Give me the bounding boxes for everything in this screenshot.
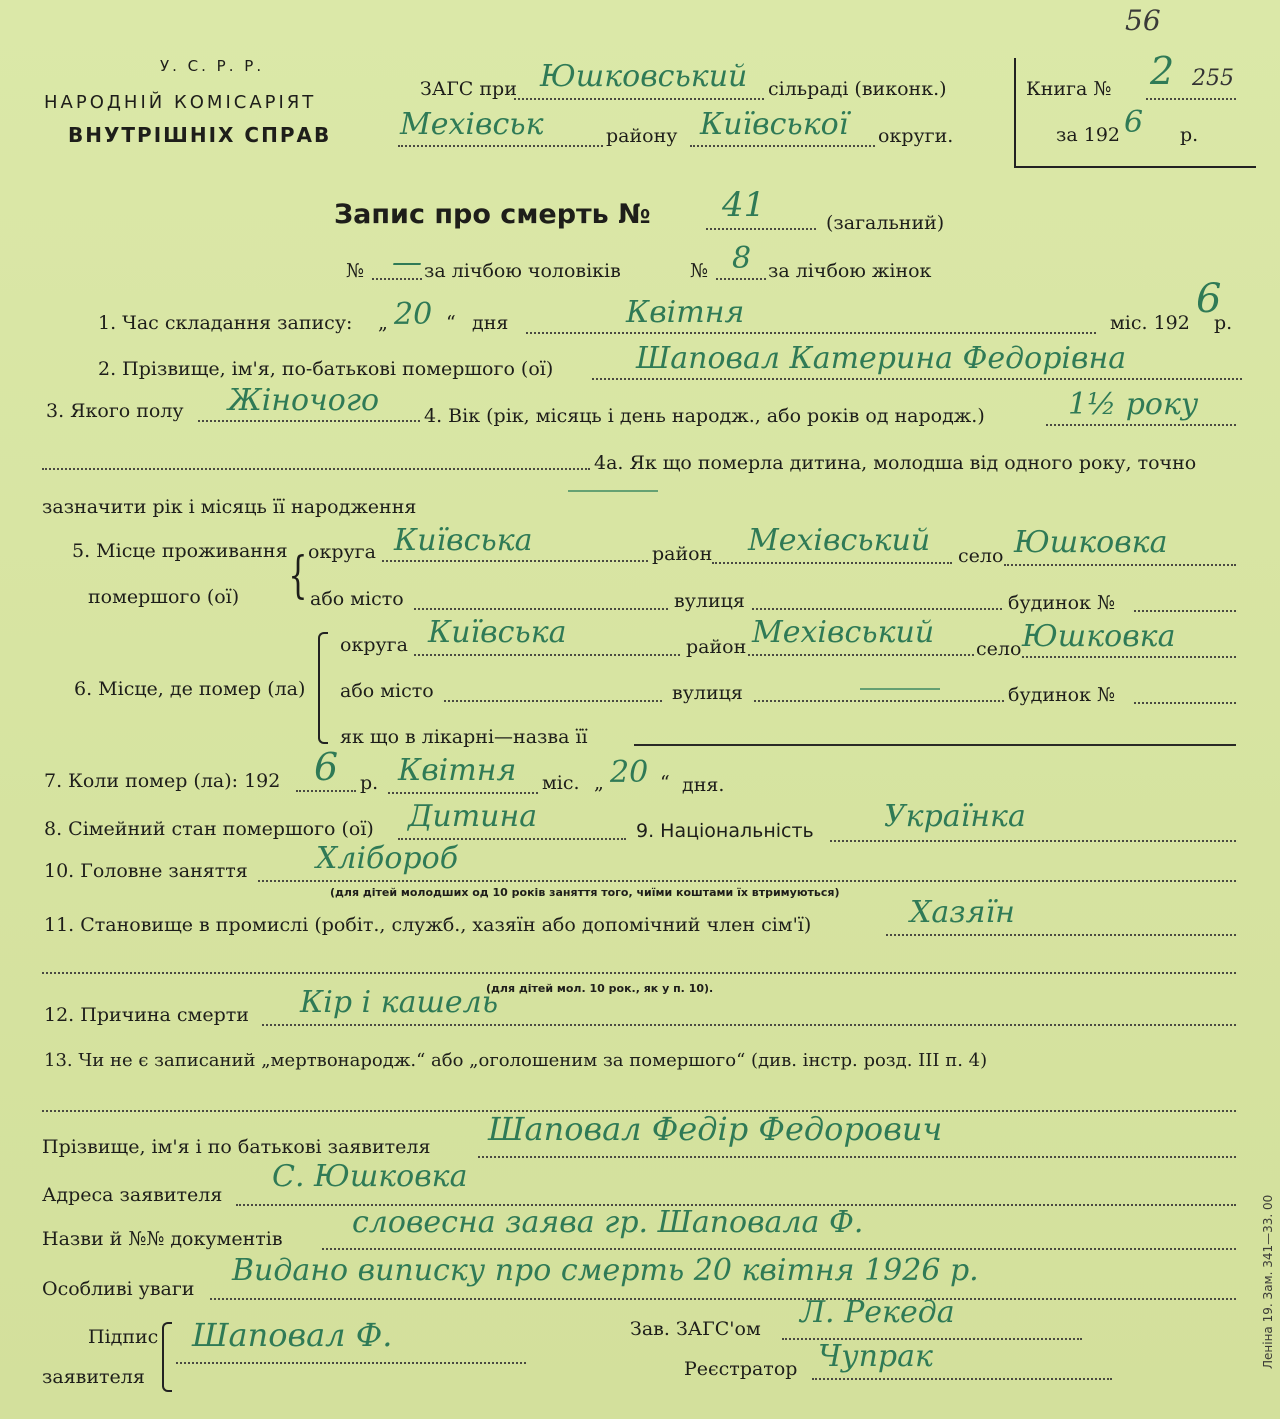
archive-number: 56 bbox=[1125, 4, 1161, 37]
record-number-line bbox=[706, 228, 816, 230]
applicant-docs-value: словесна заява гр. Шаповала Ф. bbox=[352, 1205, 864, 1240]
f5-street-label: вулиця bbox=[674, 590, 745, 612]
applicant-address-label: Адреса заявителя bbox=[42, 1184, 223, 1206]
f8-label: 8. Сімейний стан помершого (ої) bbox=[44, 818, 374, 840]
f6-house-line bbox=[1134, 702, 1236, 704]
f1-day: 20 bbox=[394, 297, 433, 332]
f4a-label: 4а. Як що померла дитина, молодша від одного року, точно bbox=[594, 452, 1197, 474]
registrar-label: Реєстратор bbox=[684, 1358, 798, 1380]
f6-hospital-label: як що в лікарні—назва її bbox=[340, 726, 588, 748]
applicant-notes-label: Особливі уваги bbox=[42, 1278, 195, 1300]
book-extra: 255 bbox=[1192, 66, 1234, 91]
sign-label2: заявителя bbox=[42, 1366, 145, 1388]
applicant-address-value: С. Юшковка bbox=[272, 1159, 468, 1194]
book-label: Книга № bbox=[1026, 78, 1112, 100]
f4-line bbox=[1046, 424, 1236, 426]
f10-value: Хлібороб bbox=[316, 841, 459, 876]
zags-raion-value: Мехівськ bbox=[400, 107, 544, 142]
f6-street-label: вулиця bbox=[672, 682, 743, 704]
applicant-docs-label: Назви й №№ документів bbox=[42, 1228, 283, 1250]
zags-raion-label: району bbox=[606, 125, 678, 147]
record-number: 41 bbox=[722, 185, 766, 225]
f1-label: 1. Час складання запису: bbox=[98, 312, 353, 334]
f6-okruha-line bbox=[414, 654, 680, 656]
record-general-label: (загальний) bbox=[826, 212, 945, 234]
sign-line bbox=[176, 1362, 526, 1364]
registrar-line bbox=[812, 1378, 1112, 1380]
f7-year-line bbox=[296, 790, 356, 792]
men-label: за лічбою чоловіків bbox=[424, 260, 621, 282]
f11-label: 11. Становище в промислі (робіт., служб., хазяїн або допомічний член сім'ї) bbox=[44, 914, 812, 936]
f4a-line bbox=[42, 468, 590, 470]
women-line bbox=[716, 278, 766, 280]
f1-month: Квітня bbox=[626, 295, 745, 330]
men-prefix: № bbox=[346, 260, 364, 282]
ministry-line2: ВНУТРІШНІХ СПРАВ bbox=[68, 123, 332, 147]
f4-label: 4. Вік (рік, місяць і день народж., або років од народж.) bbox=[424, 405, 985, 427]
f11-line2 bbox=[42, 972, 1236, 974]
applicant-notes-line bbox=[210, 1298, 1236, 1300]
women-prefix: № bbox=[690, 260, 708, 282]
f6-label: 6. Місце, де помер (ла) bbox=[74, 678, 306, 700]
f7-label: 7. Коли помер (ла): 192 bbox=[44, 770, 281, 792]
f7-year-digit: 6 bbox=[314, 745, 339, 789]
ministry-line1: НАРОДНІЙ КОМІСАРІЯТ bbox=[44, 92, 317, 113]
zags-label: ЗАГС при bbox=[420, 78, 517, 100]
f4a-dash bbox=[568, 490, 658, 492]
f5-okruha-line bbox=[382, 560, 648, 562]
f5-label1: 5. Місце проживання bbox=[72, 540, 288, 562]
f3-label: 3. Якого полу bbox=[46, 400, 184, 422]
zags-head-value: Л. Рекеда bbox=[800, 1295, 955, 1330]
f5-misto-line bbox=[414, 608, 668, 610]
zags-okruha-line bbox=[690, 145, 875, 147]
f5-street-line bbox=[752, 608, 1002, 610]
f5-raion-label: район bbox=[652, 543, 713, 565]
f5-house-line bbox=[1134, 610, 1236, 612]
f7-month-line bbox=[388, 792, 538, 794]
f6-okruha: Київська bbox=[428, 615, 567, 650]
f6-selo-line bbox=[1022, 656, 1236, 658]
sign-label1: Підпис bbox=[88, 1326, 159, 1348]
f1-month-line bbox=[526, 332, 1096, 334]
registrar-value: Чупрак bbox=[818, 1339, 933, 1374]
f6-misto-label: або місто bbox=[340, 680, 434, 702]
applicant-docs-line bbox=[322, 1248, 1236, 1250]
f5-selo-label: село bbox=[958, 545, 1004, 567]
f4a-label2: зазначити рік і місяць її народження bbox=[42, 496, 417, 518]
f1-mis: міс. 192 bbox=[1110, 312, 1190, 334]
book-number: 2 bbox=[1150, 49, 1175, 93]
f4-value: 1½ року bbox=[1068, 387, 1199, 422]
zags-council-line bbox=[514, 98, 764, 100]
f11-note: (для дітей мол. 10 рок., як у п. 10). bbox=[486, 982, 714, 995]
f8-value: Дитина bbox=[408, 799, 538, 834]
f5-brace: { bbox=[288, 546, 308, 604]
f10-label: 10. Головне заняття bbox=[44, 860, 248, 882]
book-year-prefix: за 192 bbox=[1056, 124, 1120, 146]
sign-bracket bbox=[162, 1322, 172, 1392]
zags-council-value: Юшковський bbox=[540, 59, 748, 94]
f10-note: (для дітей молодших од 10 років заняття того, чиїми коштами їх втримуються) bbox=[330, 886, 840, 899]
applicant-notes-value: Видано виписку про смерть 20 квітня 1926 р. bbox=[232, 1253, 979, 1288]
f5-raion: Мехівський bbox=[748, 523, 931, 558]
f9-line bbox=[830, 840, 1236, 842]
zags-okruha-value: Київської bbox=[700, 107, 849, 142]
men-value: — bbox=[392, 245, 422, 280]
f12-label: 12. Причина смерти bbox=[44, 1004, 249, 1026]
f2-line bbox=[592, 378, 1242, 380]
women-label: за лічбою жінок bbox=[768, 260, 932, 282]
f5-okruha-label: округа bbox=[308, 541, 376, 563]
f1-r: р. bbox=[1214, 312, 1233, 334]
f6-okruha-label: округа bbox=[340, 634, 408, 656]
f5-house-label: будинок № bbox=[1008, 592, 1115, 614]
f5-label2: помершого (ої) bbox=[88, 586, 240, 608]
f1-day-word: дня bbox=[472, 312, 509, 334]
applicant-name-value: Шаповал Федір Федорович bbox=[488, 1110, 943, 1148]
f2-label: 2. Прізвище, ім'я, по-батькові помершого (ої) bbox=[98, 358, 554, 380]
zags-head-label: Зав. ЗАГС'ом bbox=[630, 1318, 761, 1340]
f11-value: Хазяїн bbox=[910, 895, 1015, 930]
printer-mark: Леніна 19. Зам. 341—33. 00 bbox=[1261, 1194, 1275, 1369]
f3-line bbox=[198, 420, 420, 422]
zags-raion-line bbox=[398, 145, 603, 147]
f7-day-word: дня. bbox=[682, 774, 725, 796]
applicant-signature: Шаповал Ф. bbox=[192, 1316, 393, 1354]
f5-raion-line bbox=[712, 562, 952, 564]
f9-label: 9. Національність bbox=[636, 820, 814, 842]
country-label: У. С. Р. Р. bbox=[160, 57, 265, 75]
f6-street-line bbox=[754, 700, 1004, 702]
zags-council-label: сільраді (виконк.) bbox=[768, 78, 947, 100]
zags-okruha-label: округи. bbox=[878, 125, 954, 147]
applicant-name-line bbox=[478, 1156, 1236, 1158]
f13-label: 13. Чи не є записаний „мертвонародж.“ або „оголошеним за помершого“ (див. інстр. розд. III п. 4) bbox=[44, 1050, 988, 1071]
f9-value: Українка bbox=[884, 799, 1026, 834]
book-year-suffix: р. bbox=[1180, 124, 1199, 146]
f3-value: Жіночого bbox=[228, 383, 380, 418]
f7-quote-open: „ bbox=[594, 772, 604, 794]
f7-month: Квітня bbox=[398, 753, 517, 788]
f6-hospital-line bbox=[634, 744, 1236, 746]
f6-raion-label: район bbox=[686, 636, 747, 658]
f6-selo-label: село bbox=[976, 638, 1022, 660]
f6-house-label: будинок № bbox=[1008, 684, 1115, 706]
f8-line bbox=[398, 838, 626, 840]
f11-line bbox=[886, 934, 1236, 936]
f7-r: р. bbox=[360, 772, 379, 794]
f6-dash bbox=[860, 688, 940, 690]
f7-mis: міс. bbox=[542, 772, 580, 794]
f7-quote-close: “ bbox=[660, 772, 670, 794]
f7-day: 20 bbox=[610, 755, 649, 790]
f6-raion: Мехівський bbox=[752, 615, 935, 650]
f1-year-digit: 6 bbox=[1196, 276, 1222, 322]
f5-misto-label: або місто bbox=[310, 588, 404, 610]
applicant-name-label: Прізвище, ім'я і по батькові заявителя bbox=[42, 1136, 431, 1158]
f1-quote-open: „ bbox=[378, 312, 388, 334]
f5-okruha: Київська bbox=[394, 523, 533, 558]
f12-value: Кір і кашель bbox=[300, 985, 499, 1020]
f6-raion-line bbox=[748, 654, 974, 656]
f5-selo-line bbox=[1004, 564, 1236, 566]
book-year-digit: 6 bbox=[1124, 105, 1144, 140]
women-value: 8 bbox=[732, 241, 752, 276]
f2-value: Шаповал Катерина Федорівна bbox=[636, 341, 1127, 376]
f6-selo: Юшковка bbox=[1022, 619, 1176, 654]
f1-quote-close: “ bbox=[446, 312, 456, 334]
f12-line bbox=[262, 1024, 1236, 1026]
f5-selo: Юшковка bbox=[1014, 525, 1168, 560]
f6-misto-line bbox=[444, 700, 662, 702]
book-number-line bbox=[1146, 98, 1236, 100]
f6-bracket bbox=[318, 632, 328, 744]
record-title: Запис про смерть № bbox=[334, 199, 651, 230]
